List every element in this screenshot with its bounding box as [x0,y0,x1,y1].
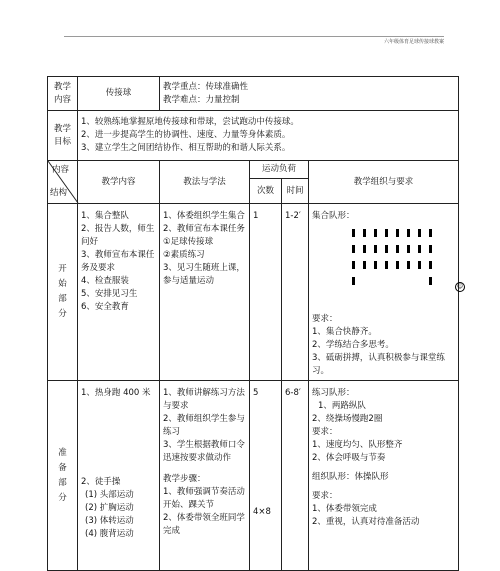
list-item: 2、体会呼吸与节奏 [312,453,386,463]
list-item: (2) 扩胸运动 [85,503,134,513]
list-item: 2、重视，认真对待准备活动 [312,517,420,527]
formation-label: 集合队形： [312,211,355,221]
list-item: ②素质练习 [163,250,205,260]
label-teaching-content: 教学内容 [48,77,78,111]
key-point: 教学重点：传球准确性 [163,81,249,92]
req-label: 要求： [312,314,338,324]
list-item: 2、学练结合多思考。 [312,340,394,350]
req-label: 要求： [312,427,338,437]
list-item: 1、体委带领完成 [312,504,377,514]
list-item: 2、报告人数，师生问好 [81,224,155,247]
list-item: 1、两路纵队 [318,401,366,411]
section-prep-times [250,381,282,571]
section-prep-content [78,381,160,571]
section-start-name: 开 始 部 分 [48,204,78,381]
list-item: 1、教师强调节奏活动开始、踝关节 [163,487,245,510]
header-row-1 [48,161,459,179]
header-rule [64,36,444,37]
formation-diagram [352,229,464,299]
list-item: 3、学生根据教师口令迅速按要求做动作 [163,440,245,463]
list-item: (4) 腹背运动 [85,529,134,539]
goal-item: 3、建立学生之间团结协作、相互帮助的和谐人际关系。 [81,143,291,153]
list-item: 1、速度均匀、队形整齐 [312,440,403,450]
lesson-plan-table [47,76,464,571]
org-title: 练习队形： [312,388,355,398]
section-start-times: 1 [250,204,282,381]
section-start-content [78,204,160,381]
section-prep-name: 准 备 部 分 [48,381,78,571]
list-item: 1、集合快静齐。 [312,327,377,337]
list-item: 3、砥砺拼搏，认真积极参与课堂练习。 [312,353,445,376]
section-prep-methods [160,381,250,571]
header-time: 时间 [282,179,309,204]
req-label: 要求： [312,491,338,501]
goals-list [78,111,459,161]
list-item: 2、徒手操 [81,477,121,487]
list-item: 教学步骤： [163,474,206,484]
list-item: ①足球传接球 [163,237,214,247]
list-item: 5、安排见习生 [81,289,138,299]
key-points [160,77,459,111]
diag-label-content: 内容 [52,165,70,175]
list-item: 2、体委带领全班同学完成 [163,513,245,536]
label-goals: 教学目标 [48,111,78,161]
list-item: 2、教师组织学生参与练习 [163,414,245,437]
list-item: 4、检查服装 [81,276,129,286]
org-title: 组织队形：体操队形 [312,472,389,482]
header-load: 运动负荷 [250,161,309,179]
diag-label-structure: 结构 [50,188,68,198]
list-item: 2、绕操场慢跑2圈 [312,414,383,424]
difficulty: 教学难点：力量控制 [163,94,240,105]
header-organization: 教学组织与要求 [309,161,459,204]
header-teaching-content: 教学内容 [78,161,160,204]
section-prep-time: 6-8′ [282,381,309,571]
section-start-organization [309,204,464,381]
list-item: 1、集合整队 [81,211,129,221]
goal-item: 1、较熟练地掌握原地传接球和带球，尝试跑动中传接球。 [81,117,299,127]
diagonal-header-cell [48,161,78,204]
section-start-row [48,204,459,381]
list-item: 3、见习生随班上课，参与适量运动 [163,263,245,286]
list-item: 1、热身跑 400 米 [81,388,151,398]
goals-row [48,111,459,161]
section-start-methods [160,204,250,381]
list-item: (3) 体转运动 [85,516,134,526]
list-item: 3、教师宣布本课任务及要求 [81,250,155,273]
times-value: 4×8 [253,507,271,517]
times-value: 5 [253,388,259,398]
list-item: 2、教师宣布本课任务 [163,224,245,234]
header-times: 次数 [250,179,282,204]
list-item: 1、教师讲解练习方法与要求 [163,388,245,411]
list-item: 6、安全教育 [81,302,129,312]
section-prep-row [48,381,459,571]
header-methods: 教法与学法 [160,161,250,204]
teacher-smiley-icon: ☺ [456,283,464,290]
section-prep-organization [309,381,459,571]
goal-item: 2、进一步提高学生的协调性、速度、力量等身体素质。 [81,130,291,140]
section-start-time: 1-2′ [282,204,309,381]
list-item: 1、体委组织学生集合 [163,211,245,221]
list-item: (1) 头部运动 [85,490,134,500]
lesson-topic: 传接球 [78,77,160,111]
content-row [48,77,459,111]
page-header-text: 六年级体育足球传接球教案 [383,39,444,45]
